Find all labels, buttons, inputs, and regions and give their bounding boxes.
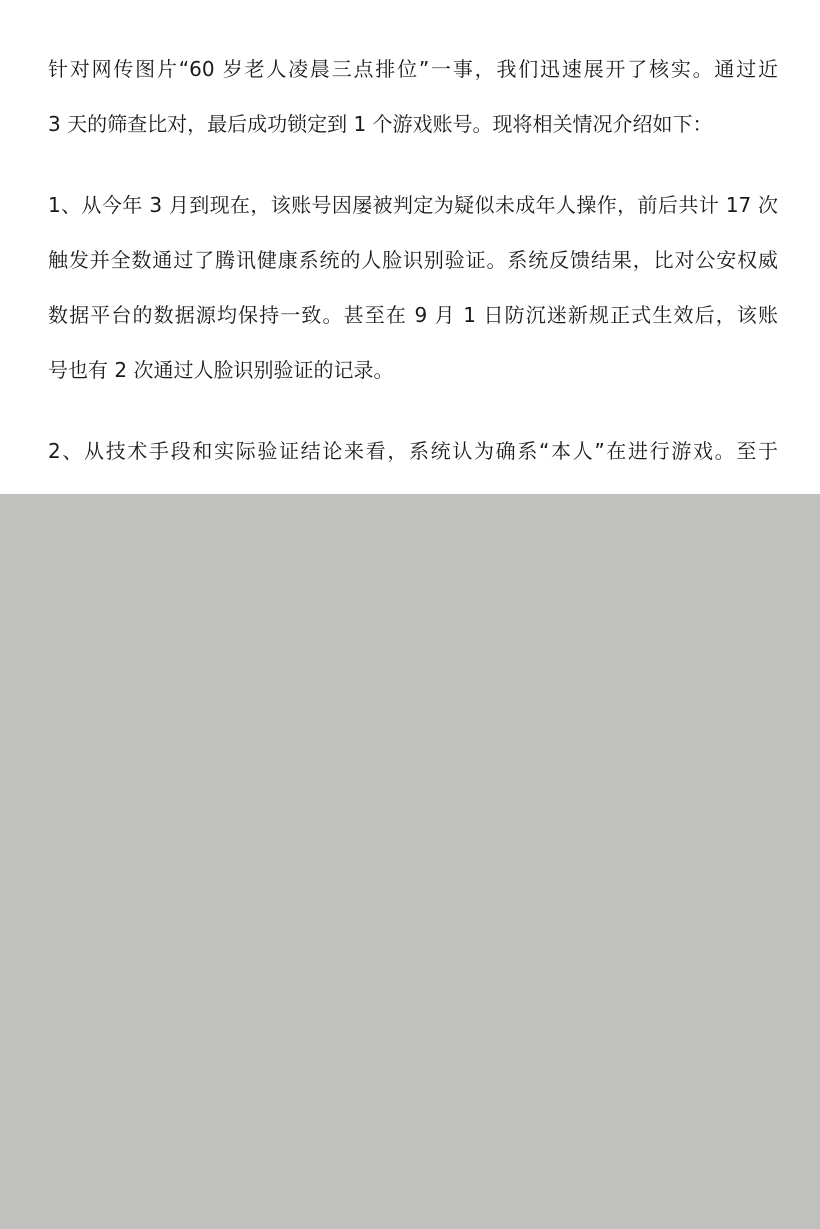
document-page: [0, 0, 820, 494]
paragraph-2-line-4: 号也有 2 次通过人脸识别验证的记录。: [48, 358, 394, 382]
gray-overlay: [0, 494, 820, 1229]
paragraph-1-line-2: 3 天的筛查比对，最后成功锁定到 1 个游戏账号。现将相关情况介绍如下：: [48, 112, 713, 136]
paragraph-2-line-3: 数据平台的数据源均保持一致。甚至在 9 月 1 日防沉迷新规正式生效后，该账: [48, 303, 778, 327]
paragraph-3-line-1: 2、从技术手段和实际验证结论来看，系统认为确系“本人”在进行游戏。至于: [48, 439, 778, 463]
paragraph-1-line-1: 针对网传图片“60 岁老人凌晨三点排位”一事，我们迅速展开了核实。通过近: [48, 57, 778, 81]
paragraph-2-line-2: 触发并全数通过了腾讯健康系统的人脸识别验证。系统反馈结果，比对公安权威: [48, 248, 778, 272]
paragraph-2-line-1: 1、从今年 3 月到现在，该账号因屡被判定为疑似未成年人操作，前后共计 17 次: [48, 193, 778, 217]
